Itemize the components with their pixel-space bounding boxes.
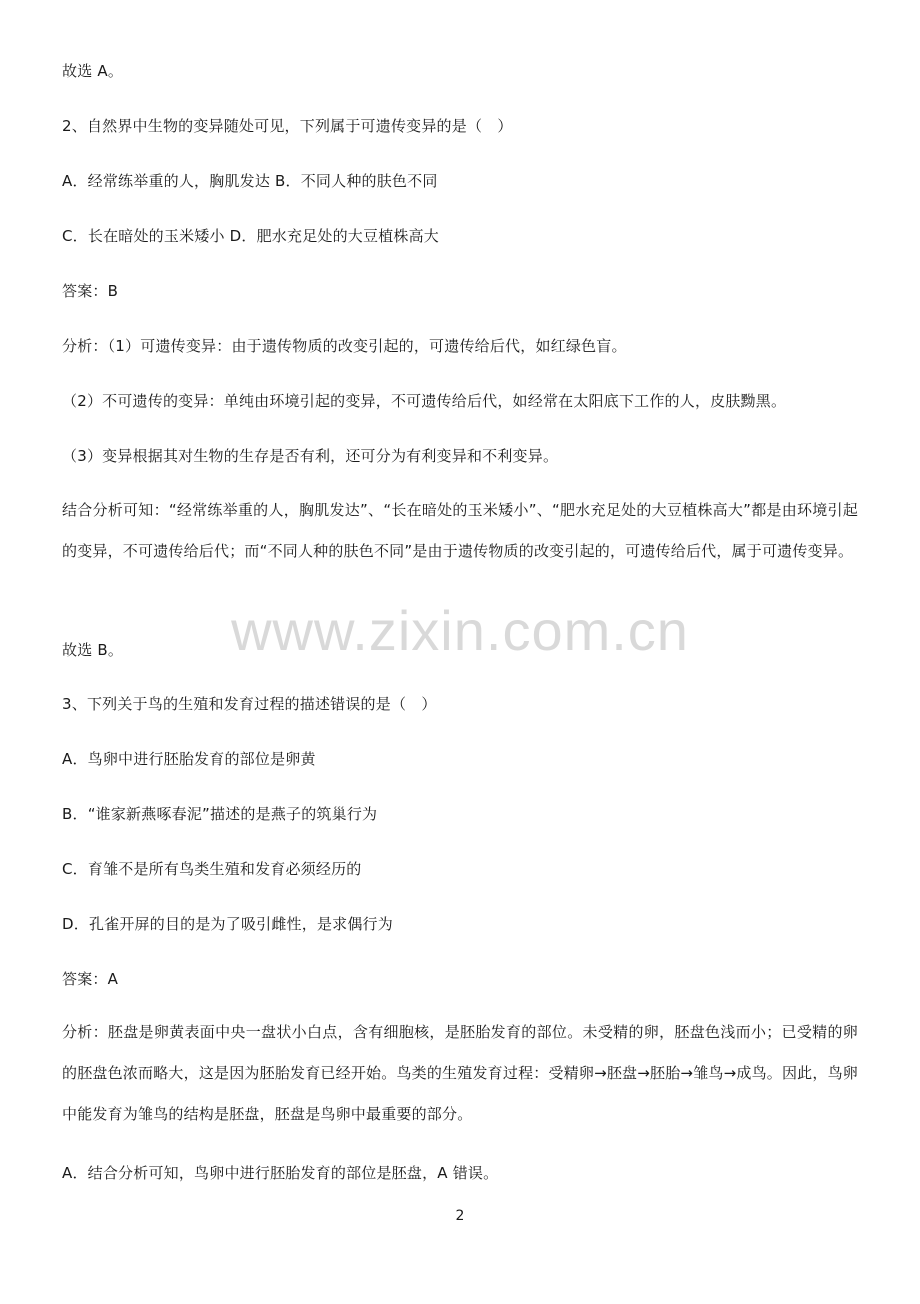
- question-3-option-c: C．育雏不是所有鸟类生殖和发育必须经历的: [62, 860, 362, 878]
- analysis-line: A．结合分析可知，鸟卵中进行胚胎发育的部位是胚盘，A 错误。: [62, 1164, 499, 1182]
- question-3-answer: 答案：A: [62, 970, 119, 988]
- question-3-option-d: D．孔雀开屏的目的是为了吸引雌性，是求偶行为: [62, 915, 393, 933]
- page-number: 2: [455, 1208, 465, 1224]
- question-2-stem: 2、自然界中生物的变异随处可见，下列属于可遗传变异的是（ ）: [62, 117, 513, 135]
- question-3-stem: 3、下列关于鸟的生殖和发育过程的描述错误的是（ ）: [62, 695, 437, 713]
- analysis-line: 分析：（1）可遗传变异：由于遗传物质的改变引起的，可遗传给后代，如红绿色盲。: [62, 337, 627, 355]
- watermark: www.zixin.com.cn: [231, 599, 689, 662]
- question-3-option-a: A．鸟卵中进行胚胎发育的部位是卵黄: [62, 750, 316, 768]
- analysis-line: （2）不可遗传的变异：单纯由环境引起的变异，不可遗传给后代，如经常在太阳底下工作的人，皮肤黝黑。: [62, 392, 787, 410]
- question-2-options-cd: C．长在暗处的玉米矮小 D．肥水充足处的大豆植株高大: [62, 227, 439, 245]
- question-2-options-ab: A．经常练举重的人，胸肌发达 B．不同人种的肤色不同: [62, 172, 438, 190]
- question-2-answer: 答案：B: [62, 282, 119, 300]
- question-3-option-b: B．“谁家新燕啄春泥”描述的是燕子的筑巢行为: [62, 805, 378, 823]
- analysis-line: （3）变异根据其对生物的生存是否有利，还可分为有利变异和不利变异。: [62, 447, 559, 465]
- text-line: 故选 A。: [62, 62, 124, 80]
- text-line: 故选 B。: [62, 641, 124, 659]
- analysis-paragraph: 结合分析可知：“经常练举重的人，胸肌发达”、“长在暗处的玉米矮小”、“肥水充足处的大豆植株高大”都是由环境引起的变异，不可遗传给后代；而“不同人种的肤色不同”是由于遗传物质的改变引起的，可遗传给后代，属于可遗传变异。: [62, 501, 858, 560]
- analysis-paragraph: 分析：胚盘是卵黄表面中央一盘状小白点，含有细胞核，是胚胎发育的部位。未受精的卵，胚盘色浅而小；已受精的卵的胚盘色浓而略大，这是因为胚胎发育已经开始。鸟类的生殖发育过程：受精卵→胚盘→胚胎→雏鸟→成鸟。因此，鸟卵中能发育为雏鸟的结构是胚盘，胚盘是鸟卵中最重要的部分。: [62, 1023, 858, 1123]
